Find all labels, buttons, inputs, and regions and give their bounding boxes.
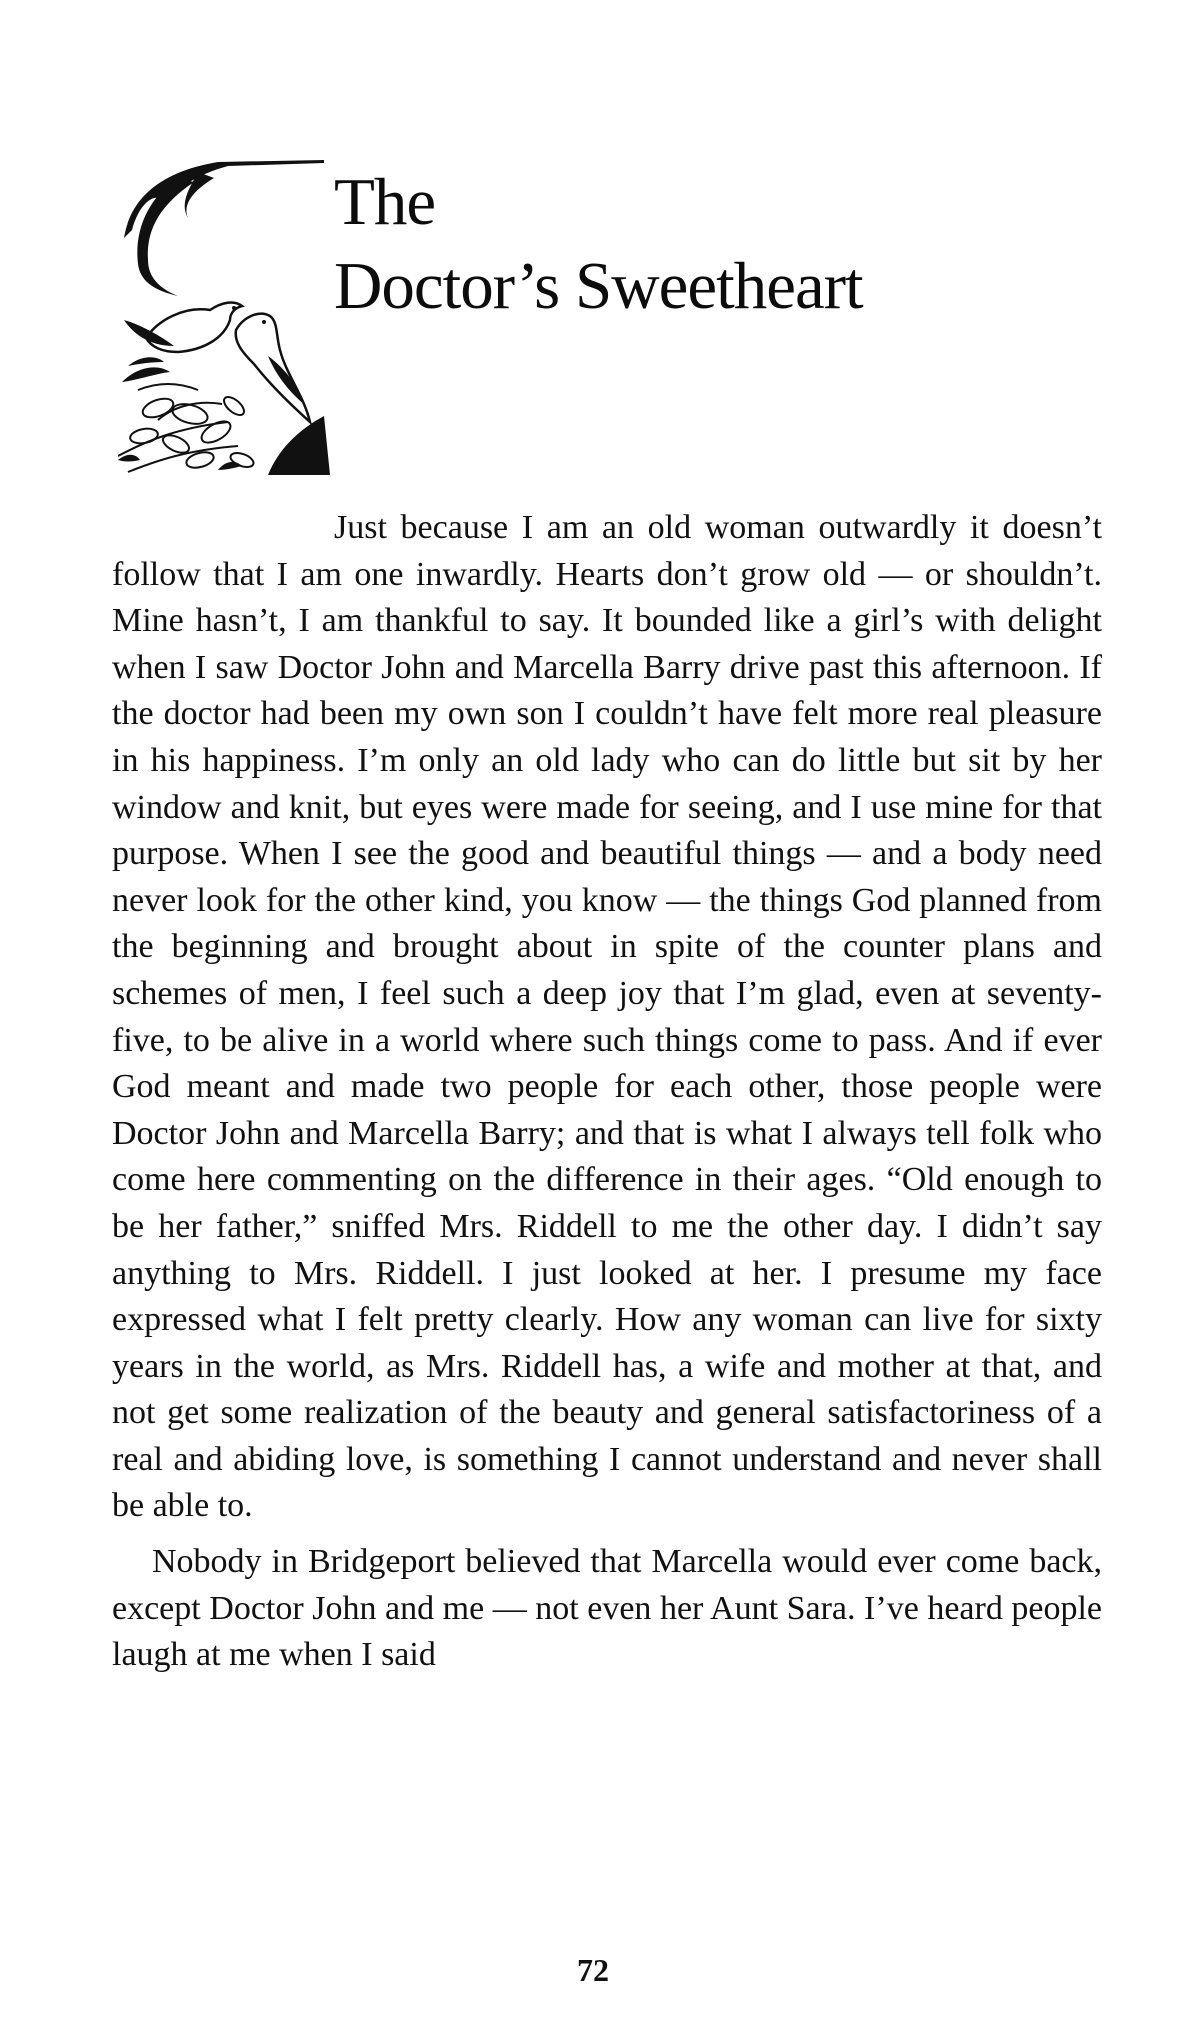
- chapter-title: [334, 160, 863, 328]
- brush-stroke-top: [124, 160, 324, 238]
- paragraph-2: Nobody in Bridgeport believed that Marcella would ever come back, except Doctor John and me — not even her Aunt Sara. I’ve heard people laugh at me when I said: [112, 1543, 1102, 1674]
- brush-stroke-bottom: [268, 416, 330, 475]
- paragraph-1: Just because I am an old woman outwardly it doesn’t follow that I am one inwardly. Hearts don’t grow old — or shouldn’t. Mine hasn’t, I am thankful to say. It bounded like a girl’s with delight when I saw Doctor John and Marcella Barry drive past this afternoon. If the doctor had been my own son I couldn’t have felt more real pleasure in his happiness. I’m only an old lady who can do little but sit by her window and knit, but eyes were made for seeing, and I use mine for that purpose. When I see the good and beautiful things — and a body need never look for the other kind, you know — the things God planned from the beginning and brought about in spite of the counter plans and schemes of men, I feel such a deep joy that I’m glad, even at seventy-five, to be alive in a world where such things come to pass. And if ever God meant and made two people for each other, those people were Doctor John and Marcella Barry; and that is what I always tell folk who come here commenting on the difference in their ages. “Old enough to be her father,” sniffed Mrs. Riddell to me the other day. I didn’t say anything to Mrs. Riddell. I just looked at her. I presume my face expressed what I felt pretty clearly. How any woman can live for sixty years in the world, as Mrs. Riddell has, a wife and mother at that, and not get some realization of the beauty and general satisfactoriness of a real and abiding love, is something I cannot understand and never shall be able to.: [112, 509, 1102, 1525]
- dove-right-eye: [262, 320, 266, 324]
- title-line-2: Doctor’s Sweetheart: [334, 249, 863, 323]
- dove-right: [236, 314, 310, 422]
- title-line-1: The: [334, 165, 436, 239]
- chapter-body: [112, 505, 1102, 1679]
- page-number: 72: [577, 1952, 609, 1988]
- dove-left-eye: [232, 306, 236, 310]
- doves-on-branch-illustration: [118, 160, 330, 475]
